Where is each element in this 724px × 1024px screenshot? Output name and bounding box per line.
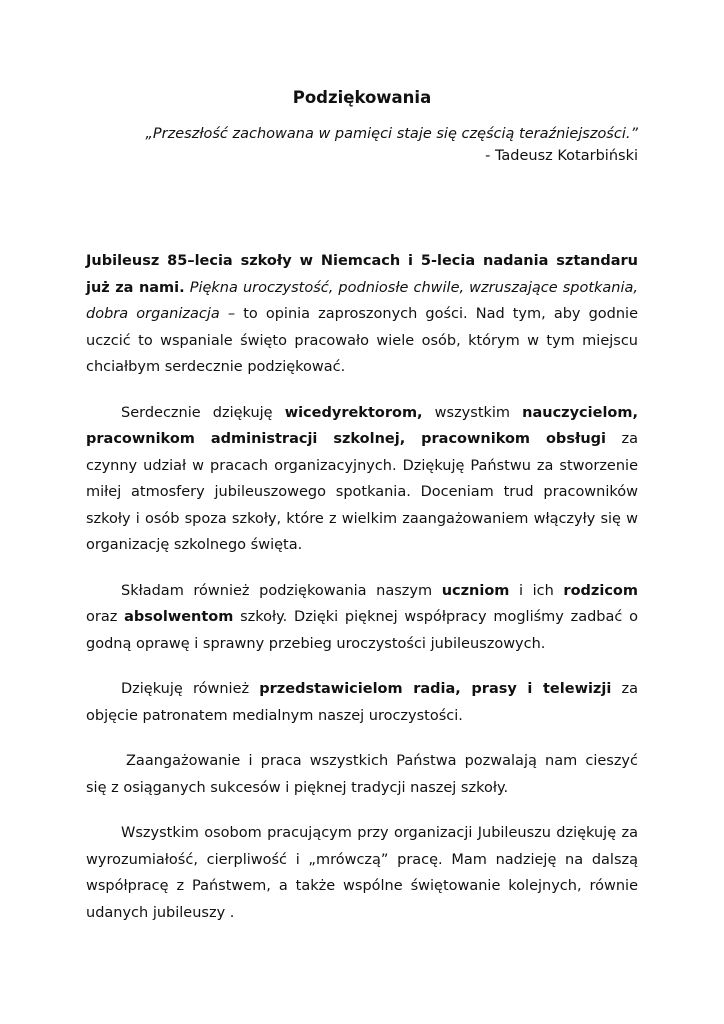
p4-text-1: Dziękuję również	[121, 681, 250, 697]
p3-bold-3: absolwentom	[124, 609, 234, 625]
p3-text-1: Składam również podziękowania naszym	[121, 582, 433, 599]
p3-text-2: i ich	[519, 582, 554, 599]
p4-text-2: za objęcie patronatem medialnym naszej uroczystości.	[86, 681, 638, 724]
p2-bold-1: wicedyrektorom,	[284, 404, 423, 421]
p6-text-1: Wszystkim osobom pracującym przy organizacji Jubileuszu dziękuję za wyrozumiałość, cierpliwość i „mrówczą” pracę. Mam nadzieję na dalszą współpracę z Państwem, a także wspólne świętowanie kolejnych, równie udanych jubileuszy .	[86, 825, 638, 921]
paragraph-3	[86, 578, 638, 658]
p5-text-1: Zaangażowanie i praca wszystkich Państwa pozwalają nam cieszyć się z osiąganych sukcesów i pięknej tradycji naszej szkoły.	[86, 753, 638, 796]
paragraph-5	[86, 748, 638, 801]
quote-author: - Tadeusz Kotarbiński	[485, 148, 638, 164]
epigraph	[145, 123, 638, 167]
paragraph-2	[86, 400, 638, 559]
p3-text-3: oraz	[86, 609, 118, 625]
p1-italic-2: organizacja	[136, 306, 220, 322]
letter-body	[86, 248, 638, 945]
page-title: Podziękowania	[292, 88, 432, 107]
p3-text-4: szkoły. Dzięki pięknej współpracy mogliśmy zadbać o godną oprawę i sprawny przebieg uroczystości jubileuszowych.	[86, 609, 638, 652]
paragraph-1	[86, 248, 638, 381]
quote-text: „Przeszłość zachowana w pamięci staje się częścią teraźniejszości.”	[145, 126, 638, 142]
p2-bold-2: nauczycielom, pracownikom administracji szkolnej, pracownikom obsługi	[86, 404, 639, 447]
p2-text-1: Serdecznie dziękuję	[121, 404, 273, 421]
p3-bold-1: uczniom	[441, 582, 510, 599]
p1-italic-1: Piękna uroczystość, podniosłe chwile, wzruszające spotkania, dobra	[86, 279, 639, 322]
p3-bold-2: rodzicom	[563, 582, 638, 599]
p2-text-3: za czynny udział w pracach organizacyjnych. Dziękuję Państwu za stworzenie miłej atmosfery jubileuszowego spotkania. Doceniam trud pracowników szkoły i osób spoza szkoły, które z wielkim zaangażowaniem włączyły się w organizację szkolnego święta.	[86, 431, 638, 553]
p4-bold-1: przedstawicielom radia, prasy i telewizji	[259, 681, 612, 697]
p2-text-2: wszystkim	[434, 404, 511, 421]
p1-text: – to opinia zaproszonych gości. Nad tym, aby godnie uczcić to wspaniale święto pracowało wiele osób, którym w tym miejscu chciałbym serdecznie podziękować.	[86, 306, 639, 375]
p1-bold: Jubileusz 85–lecia szkoły w Niemcach i 5-lecia nadania sztandaru już za nami.	[86, 253, 638, 296]
paragraph-4	[86, 676, 638, 729]
paragraph-6	[86, 820, 638, 926]
